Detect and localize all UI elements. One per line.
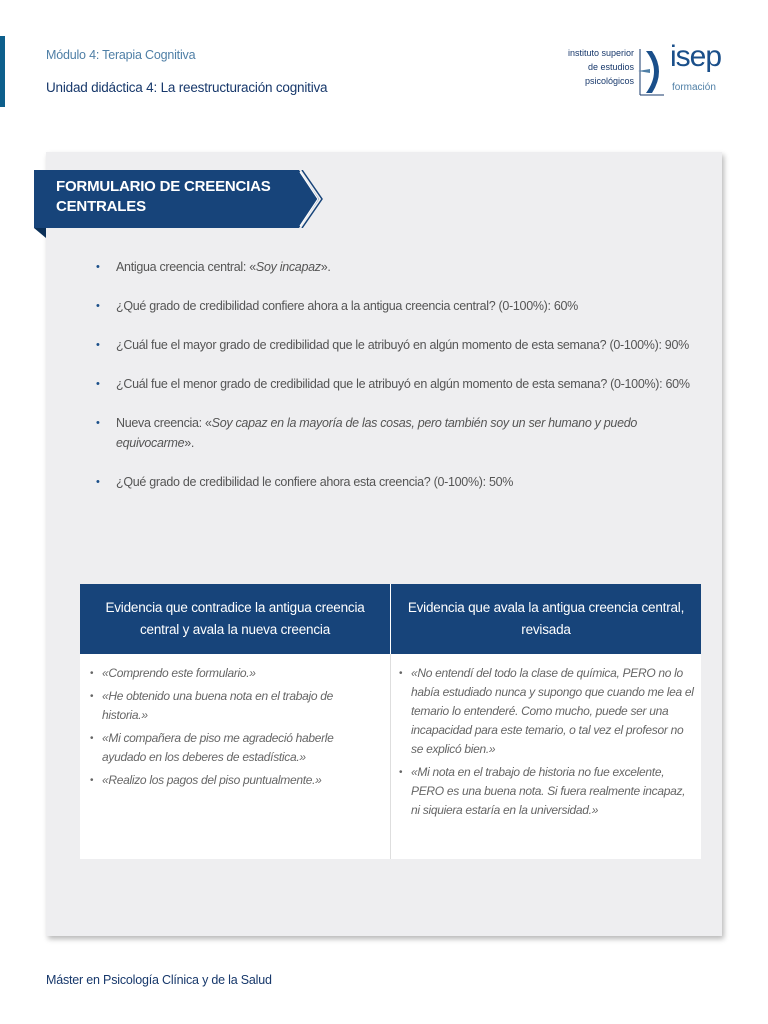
- list-item: • «He obtenido una buena nota en el trabajo de historia.»: [90, 689, 334, 722]
- bullet-marker: •: [90, 733, 94, 744]
- module-title: Módulo 4: Terapia Cognitiva: [46, 48, 196, 62]
- list-item: • «Mi compañera de piso me agradeció haberle ayudado en los deberes de estadística.»: [90, 731, 334, 764]
- bullet-marker: •: [96, 339, 100, 351]
- evidence-table: [80, 584, 701, 859]
- section-banner: [34, 170, 319, 228]
- list-item: • ¿Cuál fue el mayor grado de credibilidad que le atribuyó en algún momento de esta semana? (0-100%): 90%: [96, 335, 696, 355]
- list-item: • «Comprendo este formulario.»: [90, 664, 378, 683]
- logo-caption: [568, 46, 634, 88]
- footer-text: Máster en Psicología Clínica y de la Salud: [46, 973, 272, 987]
- list-item: • ¿Qué grado de credibilidad confiere ahora a la antigua creencia central? (0-100%): 60%: [96, 296, 696, 316]
- list-item: • «No entendí del todo la clase de química, PERO no lo había estudiado nunca y supongo que cuando me lea el temario lo entenderé. Como mucho, puede ser una incapacidad para este temario, o tal vez el profesor no se explicó bien.»: [399, 666, 694, 756]
- logo-mark-icon: [636, 47, 666, 97]
- logo-line-2: de estudios: [587, 62, 634, 72]
- banner-fold: [34, 228, 46, 238]
- list-item: • ¿Cuál fue el menor grado de credibilidad que le atribuyó en algún momento de esta semana? (0-100%): 60%: [96, 374, 696, 394]
- evidence-left-header: Evidencia que contradice la antigua creencia central y avala la nueva creencia: [80, 584, 390, 654]
- bullet-marker: •: [96, 417, 100, 429]
- bullet-marker: •: [96, 300, 100, 312]
- list-item: • ¿Qué grado de credibilidad le confiere ahora esta creencia? (0-100%): 50%: [96, 472, 696, 492]
- bullet-marker: •: [90, 668, 94, 679]
- belief-bullet-list: [96, 257, 696, 511]
- logo-brand: isep: [670, 40, 722, 73]
- evidence-right-header: Evidencia que avala la antigua creencia central, revisada: [391, 584, 701, 654]
- section-title: FORMULARIO DE CREENCIAS CENTRALES: [56, 178, 271, 215]
- bullet-marker: •: [96, 261, 100, 273]
- bullet-marker: •: [90, 775, 94, 786]
- evidence-left-list: [90, 664, 378, 794]
- unit-title: Unidad didáctica 4: La reestructuración cognitiva: [46, 80, 328, 95]
- logo-subtitle: formación: [672, 82, 716, 93]
- logo-line-1: instituto superior: [567, 48, 634, 58]
- bullet-marker: •: [399, 767, 403, 778]
- bullet-marker: •: [96, 378, 100, 390]
- list-item: • «Realizo los pagos del piso puntualmente.»: [90, 771, 378, 790]
- isep-logo: [556, 40, 726, 100]
- side-accent-bar: [0, 36, 5, 107]
- list-item: • «Mi nota en el trabajo de historia no fue excelente, PERO es una buena nota. Si fuera realmente incapaz, ni siquiera estaría en la universidad.»: [399, 765, 686, 817]
- bullet-marker: •: [399, 668, 403, 679]
- evidence-right-list: [399, 664, 695, 824]
- list-item: • Antigua creencia central: «Soy incapaz».: [96, 257, 696, 277]
- bullet-marker: •: [96, 476, 100, 488]
- bullet-marker: •: [90, 691, 94, 702]
- list-item: • Nueva creencia: «Soy capaz en la mayoría de las cosas, pero también soy un ser humano y puedo equivocarme».: [96, 413, 696, 453]
- column-divider: [390, 654, 391, 859]
- logo-line-3: psicológicos: [584, 76, 634, 86]
